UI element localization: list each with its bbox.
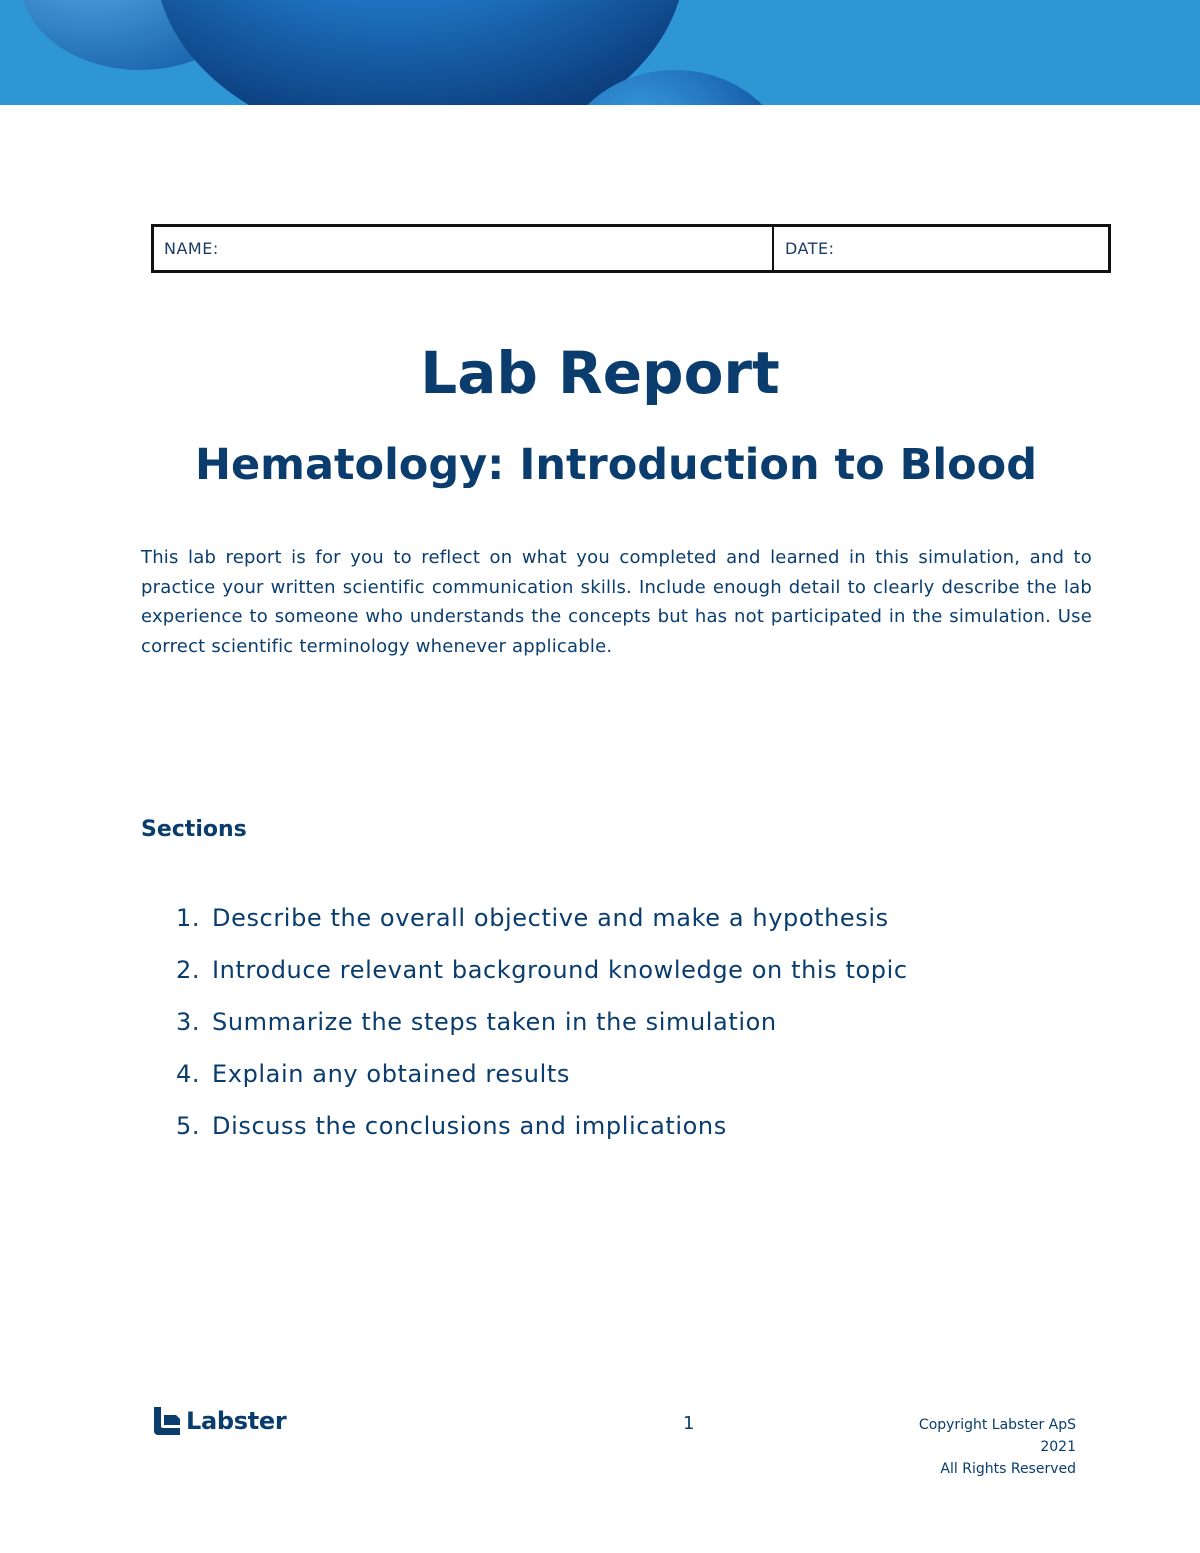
list-item: [176, 1054, 908, 1106]
copyright-notice: [919, 1414, 1076, 1480]
list-item: [176, 1106, 908, 1158]
list-item-text: Describe the overall objective and make a hypothesis: [212, 904, 889, 932]
page-subtitle: Hematology: Introduction to Blood: [195, 440, 1037, 490]
list-item: [176, 950, 908, 1002]
list-item-number: 2.: [176, 956, 201, 984]
logo-text: Labster: [186, 1407, 287, 1435]
list-item-number: 4.: [176, 1060, 201, 1088]
name-date-fields: [151, 224, 1111, 273]
list-item: [176, 898, 908, 950]
labster-logo-icon: [154, 1407, 180, 1435]
page-number: 1: [683, 1413, 695, 1434]
header-banner: [0, 0, 1200, 105]
name-label: NAME:: [164, 239, 219, 258]
list-item-number: 1.: [176, 904, 201, 932]
intro-paragraph: This lab report is for you to reflect on what you completed and learned in this simulation, and to practice your written scientific communication skills. Include enough detail to clearly describe the lab experience to someone who understands the concepts but has not participated in the simulation. Use correct scientific terminology whenever applicable.: [141, 547, 1092, 657]
date-label: DATE:: [785, 239, 835, 258]
list-item-number: 3.: [176, 1008, 201, 1036]
copyright-year: 2021: [1040, 1439, 1076, 1455]
list-item-text: Introduce relevant background knowledge on this topic: [212, 956, 908, 984]
banner-spheres-graphic: [0, 0, 1200, 105]
copyright-line: Copyright Labster ApS: [918, 1417, 1076, 1433]
list-item-text: Discuss the conclusions and implications: [212, 1112, 727, 1140]
list-item-text: Explain any obtained results: [212, 1060, 570, 1088]
sections-list: [176, 898, 908, 1158]
name-field[interactable]: [154, 227, 774, 270]
list-item: [176, 1002, 908, 1054]
list-item-text: Summarize the steps taken in the simulation: [212, 1008, 777, 1036]
page-title: Lab Report: [420, 339, 780, 407]
date-field[interactable]: [774, 227, 1108, 270]
rights-line: All Rights Reserved: [940, 1461, 1076, 1477]
labster-logo: [154, 1407, 286, 1435]
list-item-number: 5.: [176, 1112, 201, 1140]
sections-heading: Sections: [141, 817, 247, 842]
